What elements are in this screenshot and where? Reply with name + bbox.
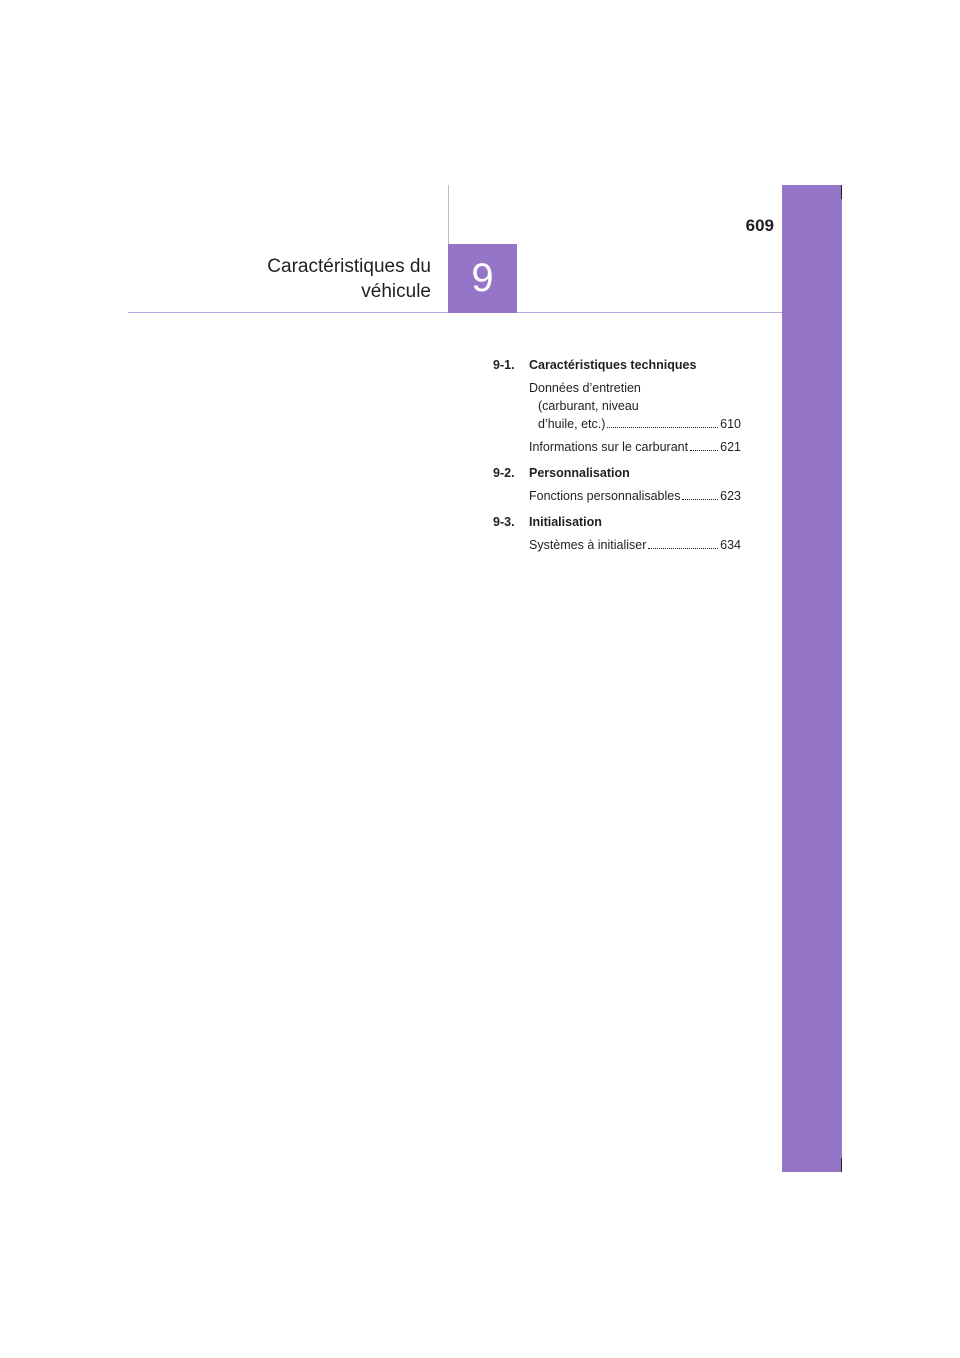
toc-section-title: Personnalisation (529, 466, 630, 480)
toc-entry-text: Informations sur le carburant (529, 440, 689, 454)
toc-section-number: 9-3. (493, 515, 515, 529)
toc-section-heading[interactable] (493, 356, 741, 374)
toc-entry-page: 634 (720, 538, 741, 552)
crop-mark-bottom (841, 1158, 842, 1172)
toc-entry-page: 610 (720, 417, 741, 431)
toc-section-heading[interactable] (493, 513, 741, 531)
chapter-title (200, 254, 431, 304)
toc-entry-last-line (529, 438, 741, 456)
toc-entry[interactable] (529, 487, 741, 505)
toc-entry[interactable] (529, 536, 741, 554)
toc-entry-line: Données d’entretien (529, 381, 641, 395)
toc-entry[interactable] (529, 379, 741, 433)
toc-entry-page: 623 (720, 489, 741, 503)
toc-entry-text: Systèmes à initialiser (529, 538, 647, 552)
toc-section-title: Initialisation (529, 515, 602, 529)
dot-leader (648, 547, 718, 549)
header-vertical-rule (448, 185, 449, 245)
dot-leader (682, 498, 718, 500)
toc-section-number: 9-1. (493, 358, 515, 372)
toc-entry-last-line (529, 487, 741, 505)
toc-entry-line: (carburant, niveau (538, 399, 639, 413)
toc-section-9-3 (493, 513, 741, 554)
toc-section-heading[interactable] (493, 464, 741, 482)
toc-section-9-1 (493, 356, 741, 456)
page-number: 609 (745, 216, 774, 235)
toc-entry-page: 621 (720, 440, 741, 454)
chapter-number-badge: 9 (448, 244, 517, 313)
chapter-side-tab (782, 185, 842, 1172)
toc-entry[interactable] (529, 438, 741, 456)
toc-entry-last-line (529, 415, 741, 433)
table-of-contents (493, 356, 741, 562)
toc-section-title: Caractéristiques techniques (529, 358, 697, 372)
crop-mark-top (841, 185, 842, 199)
toc-entry-last-line (529, 536, 741, 554)
dot-leader (690, 449, 718, 451)
toc-entry-text: Fonctions personnalisables (529, 489, 681, 503)
chapter-title-line-1: Caractéristiques du (267, 256, 431, 277)
toc-entry-text: d’huile, etc.) (538, 417, 606, 431)
toc-section-number: 9-2. (493, 466, 515, 480)
dot-leader (607, 426, 718, 428)
toc-section-9-2 (493, 464, 741, 505)
chapter-title-line-2: véhicule (361, 281, 431, 302)
